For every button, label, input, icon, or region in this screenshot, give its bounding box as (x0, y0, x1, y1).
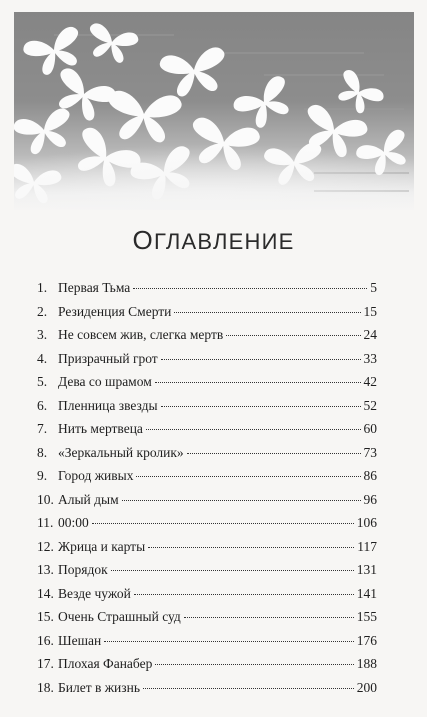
chapter-title: Жрица и карты (58, 538, 146, 554)
toc-entry[interactable] (37, 347, 377, 371)
chapter-page-number: 73 (363, 444, 377, 460)
butterflies-illustration (14, 12, 414, 210)
chapter-title: Билет в жизнь (58, 679, 140, 695)
chapter-title: Очень Страшный суд (58, 609, 181, 624)
chapter-page-number: 117 (357, 538, 377, 554)
chapter-title: «Зеркальный кролик» (58, 444, 184, 460)
chapter-number: 4. (37, 350, 48, 366)
chapter-number: 5. (37, 374, 48, 389)
chapter-title: Не совсем жив, слегка мертв (58, 327, 224, 342)
toc-entry[interactable] (37, 417, 377, 441)
toc-entry[interactable] (37, 394, 377, 418)
dot-leader (104, 641, 354, 642)
toc-entry[interactable] (37, 629, 377, 653)
chapter-page-number: 141 (356, 585, 377, 601)
chapter-number: 8. (37, 444, 48, 460)
chapter-number: 16. (37, 632, 54, 648)
chapter-number: 14. (37, 585, 54, 601)
toc-entry[interactable] (37, 511, 377, 535)
chapter-title: Резиденция Смерти (58, 303, 172, 319)
toc-entry[interactable] (37, 652, 377, 676)
chapter-number: 15. (37, 609, 54, 624)
chapter-page-number: 33 (363, 350, 377, 366)
chapter-number: 10. (37, 491, 54, 507)
chapter-title: Плохая Фанабер (58, 656, 153, 671)
toc-entry[interactable] (37, 582, 377, 606)
chapter-number: 18. (37, 679, 54, 695)
toc-entry[interactable] (37, 276, 377, 300)
dot-leader (111, 570, 354, 571)
chapter-title: Пленница звезды (58, 397, 158, 413)
dot-leader (146, 429, 361, 430)
dot-leader (155, 382, 361, 383)
toc-entry[interactable] (37, 558, 377, 582)
chapter-page-number: 24 (363, 327, 377, 342)
chapter-title: Первая Тьма (58, 280, 131, 295)
dot-leader (134, 594, 354, 595)
chapter-number: 7. (37, 421, 48, 436)
chapter-title: Призрачный грот (58, 350, 158, 366)
chapter-title: 00:00 (58, 515, 89, 530)
toc-entry[interactable] (37, 676, 377, 700)
chapter-page-number: 96 (363, 491, 377, 507)
chapter-number: 13. (37, 562, 54, 577)
dot-leader (226, 335, 360, 336)
chapter-title: Шешан (58, 632, 102, 648)
chapter-page-number: 52 (363, 397, 377, 413)
chapter-page-number: 106 (356, 515, 377, 530)
chapter-page-number: 5 (370, 280, 377, 295)
chapter-number: 9. (37, 468, 48, 483)
chapter-title: Алый дым (58, 491, 119, 507)
dot-leader (148, 547, 354, 548)
toc-entry[interactable] (37, 605, 377, 629)
chapter-title: Дева со шрамом (58, 374, 152, 389)
chapter-title: Порядок (58, 562, 108, 577)
chapter-number: 6. (37, 397, 48, 413)
chapter-page-number: 131 (356, 562, 377, 577)
chapter-page-number: 188 (356, 656, 377, 671)
dot-leader (161, 359, 361, 360)
toc-entry[interactable] (37, 441, 377, 465)
toc-entry[interactable] (37, 370, 377, 394)
dot-leader (136, 476, 360, 477)
dot-leader (133, 288, 367, 289)
chapter-number: 3. (37, 327, 48, 342)
chapter-number: 1. (37, 280, 48, 295)
dot-leader (122, 500, 361, 501)
toc-list (37, 276, 377, 699)
chapter-page-number: 155 (356, 609, 377, 624)
chapter-page-number: 200 (356, 679, 377, 695)
dot-leader (184, 617, 354, 618)
chapter-page-number: 42 (363, 374, 377, 389)
dot-leader (155, 664, 353, 665)
chapter-title: Нить мертвеца (58, 421, 143, 436)
chapter-number: 17. (37, 656, 54, 671)
chapter-page-number: 60 (363, 421, 377, 436)
toc-entry[interactable] (37, 488, 377, 512)
chapter-title: Везде чужой (58, 585, 131, 601)
dot-leader (174, 312, 360, 313)
chapter-number: 12. (37, 538, 54, 554)
chapter-page-number: 86 (363, 468, 377, 483)
toc-entry[interactable] (37, 323, 377, 347)
chapter-title: Город живых (58, 468, 134, 483)
chapter-page-number: 15 (363, 303, 377, 319)
toc-entry[interactable] (37, 535, 377, 559)
toc-entry[interactable] (37, 464, 377, 488)
toc-title: ОГЛАВЛЕНИЕ (132, 225, 295, 255)
dot-leader (143, 688, 354, 689)
chapter-number: 2. (37, 303, 48, 319)
dot-leader (187, 453, 361, 454)
butterflies-svg (14, 12, 414, 210)
dot-leader (161, 406, 361, 407)
toc-entry[interactable] (37, 300, 377, 324)
chapter-number: 11. (37, 515, 54, 530)
dot-leader (92, 523, 354, 524)
chapter-page-number: 176 (356, 632, 377, 648)
